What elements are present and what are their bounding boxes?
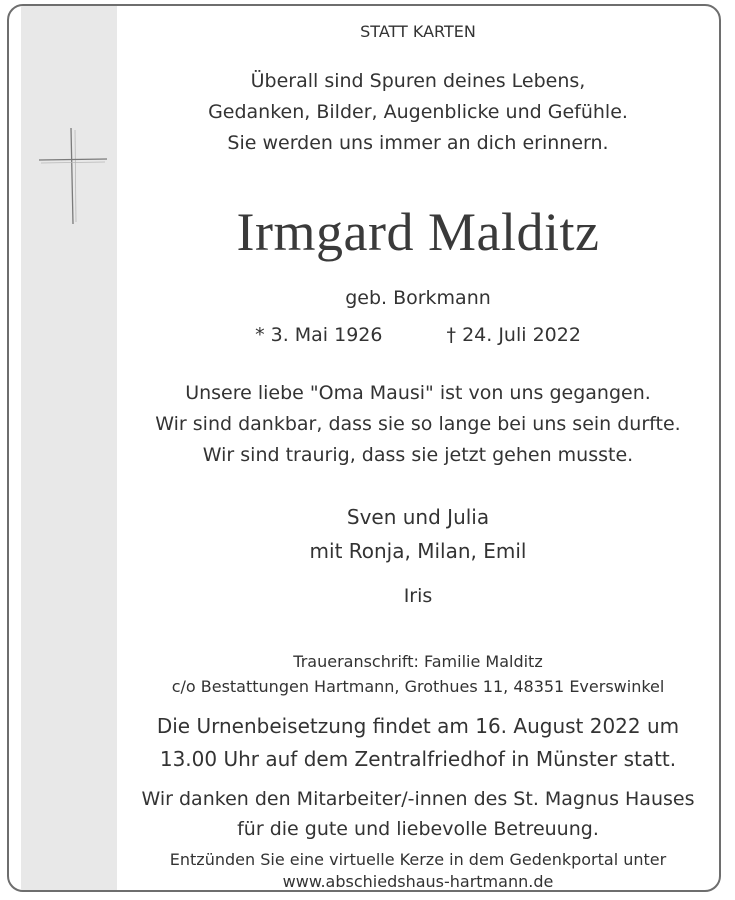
thanks-line: Wir danken den Mitarbeiter/-innen des St. Magnus Hauses bbox=[141, 788, 695, 810]
verse-line: Sie werden uns immer an dich erinnern. bbox=[227, 132, 609, 154]
burial-line: Die Urnenbeisetzung findet am 16. August 2022 um bbox=[156, 714, 680, 738]
family-line: Sven und Julia bbox=[346, 505, 490, 529]
address-line: Traueranschrift: Familie Malditz bbox=[293, 652, 543, 671]
message-line: Wir sind dankbar, dass sie so lange bei uns sein durfte. bbox=[155, 413, 681, 435]
message-line: Unsere liebe "Oma Mausi" ist von uns gegangen. bbox=[185, 382, 651, 404]
family bbox=[117, 500, 719, 568]
cross-icon bbox=[37, 126, 109, 226]
burial-line: 13.00 Uhr auf dem Zentralfriedhof in Münster statt. bbox=[159, 747, 677, 771]
address-line: c/o Bestattungen Hartmann, Grothues 11, 48351 Everswinkel bbox=[171, 677, 665, 696]
message-line: Wir sind traurig, dass sie jetzt gehen musste. bbox=[202, 444, 634, 466]
maiden-name: geb. Borkmann bbox=[345, 287, 491, 309]
thanks bbox=[117, 784, 719, 844]
portal-link[interactable]: www.abschiedshaus-hartmann.de bbox=[282, 872, 554, 891]
footer bbox=[117, 849, 719, 892]
burial-info bbox=[117, 710, 719, 776]
verse-line: Überall sind Spuren deines Lebens, bbox=[250, 70, 586, 92]
deceased-name: Irmgard Malditz bbox=[236, 202, 600, 262]
mourning-address bbox=[117, 649, 719, 699]
family-line: Iris bbox=[403, 585, 433, 607]
footer-line: Entzünden Sie eine virtuelle Kerze in dem Gedenkportal unter bbox=[169, 850, 667, 869]
obituary-content bbox=[117, 6, 719, 890]
obituary-card bbox=[7, 4, 721, 892]
verse bbox=[117, 66, 719, 159]
message bbox=[117, 378, 719, 471]
verse-line: Gedanken, Bilder, Augenblicke und Gefühle. bbox=[208, 101, 628, 123]
thanks-line: für die gute und liebevolle Betreuung. bbox=[237, 818, 599, 840]
family-line: mit Ronja, Milan, Emil bbox=[309, 539, 527, 563]
birth-date: * 3. Mai 1926 bbox=[255, 324, 383, 346]
life-dates bbox=[117, 324, 719, 346]
death-date: † 24. Juli 2022 bbox=[446, 324, 581, 346]
header-label: STATT KARTEN bbox=[360, 22, 476, 41]
